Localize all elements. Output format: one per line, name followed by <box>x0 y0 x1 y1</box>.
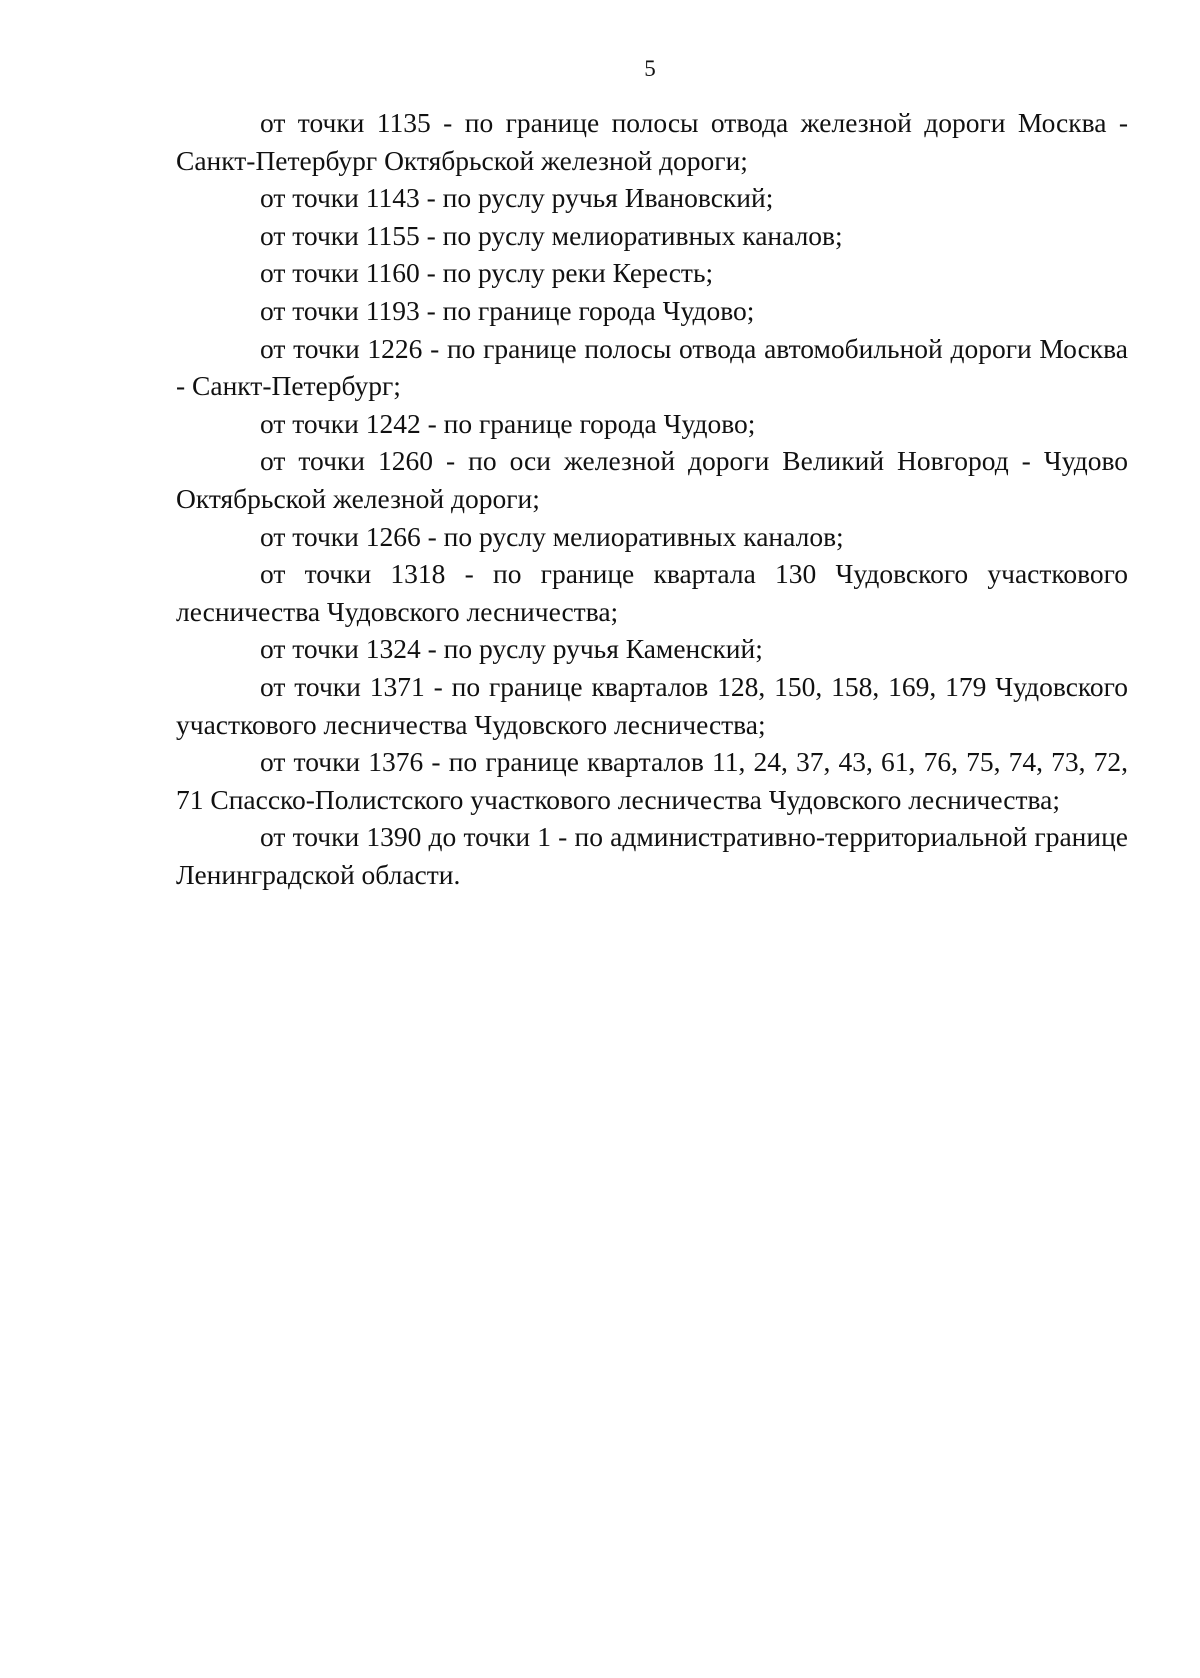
boundary-paragraph: от точки 1324 - по руслу ручья Каменский; <box>260 633 763 665</box>
boundary-paragraph: от точки 1376 - по границе кварталов 11, 24, 37, 43, 61, 76, 75, 74, 73, 72, 71 Спасско-Полистского участкового лесничества Чудовского лесничества; <box>176 746 1128 815</box>
boundary-paragraph: от точки 1242 - по границе города Чудово; <box>260 407 756 439</box>
boundary-paragraph: от точки 1143 - по руслу ручья Ивановский; <box>260 182 774 214</box>
boundary-paragraph: от точки 1226 - по границе полосы отвода автомобильной дороги Москва - Санкт-Петербург; <box>176 332 1128 402</box>
boundary-paragraph: от точки 1193 - по границе города Чудово; <box>260 294 755 326</box>
boundary-paragraph: от точки 1260 - по оси железной дороги Великий Новгород - Чудово Октябрьской железной дороги; <box>176 445 1128 514</box>
boundary-paragraph: от точки 1160 - по руслу реки Кересть; <box>260 257 714 289</box>
page-number: 5 <box>644 56 656 81</box>
document-body <box>176 104 1128 893</box>
boundary-paragraph: от точки 1155 - по руслу мелиоративных каналов; <box>260 219 843 251</box>
boundary-paragraph: от точки 1135 - по границе полосы отвода железной дороги Москва - Санкт-Петербург Октябрьской железной дороги; <box>176 107 1128 176</box>
boundary-paragraph: от точки 1318 - по границе квартала 130 Чудовского участкового лесничества Чудовского лесничества; <box>176 558 1128 627</box>
boundary-paragraph: от точки 1390 до точки 1 - по административно-территориальной границе Ленинградской области. <box>176 821 1128 890</box>
boundary-paragraph: от точки 1371 - по границе кварталов 128, 150, 158, 169, 179 Чудовского участкового лесничества Чудовского лесничества; <box>176 670 1128 740</box>
boundary-paragraph: от точки 1266 - по руслу мелиоративных каналов; <box>260 520 844 552</box>
